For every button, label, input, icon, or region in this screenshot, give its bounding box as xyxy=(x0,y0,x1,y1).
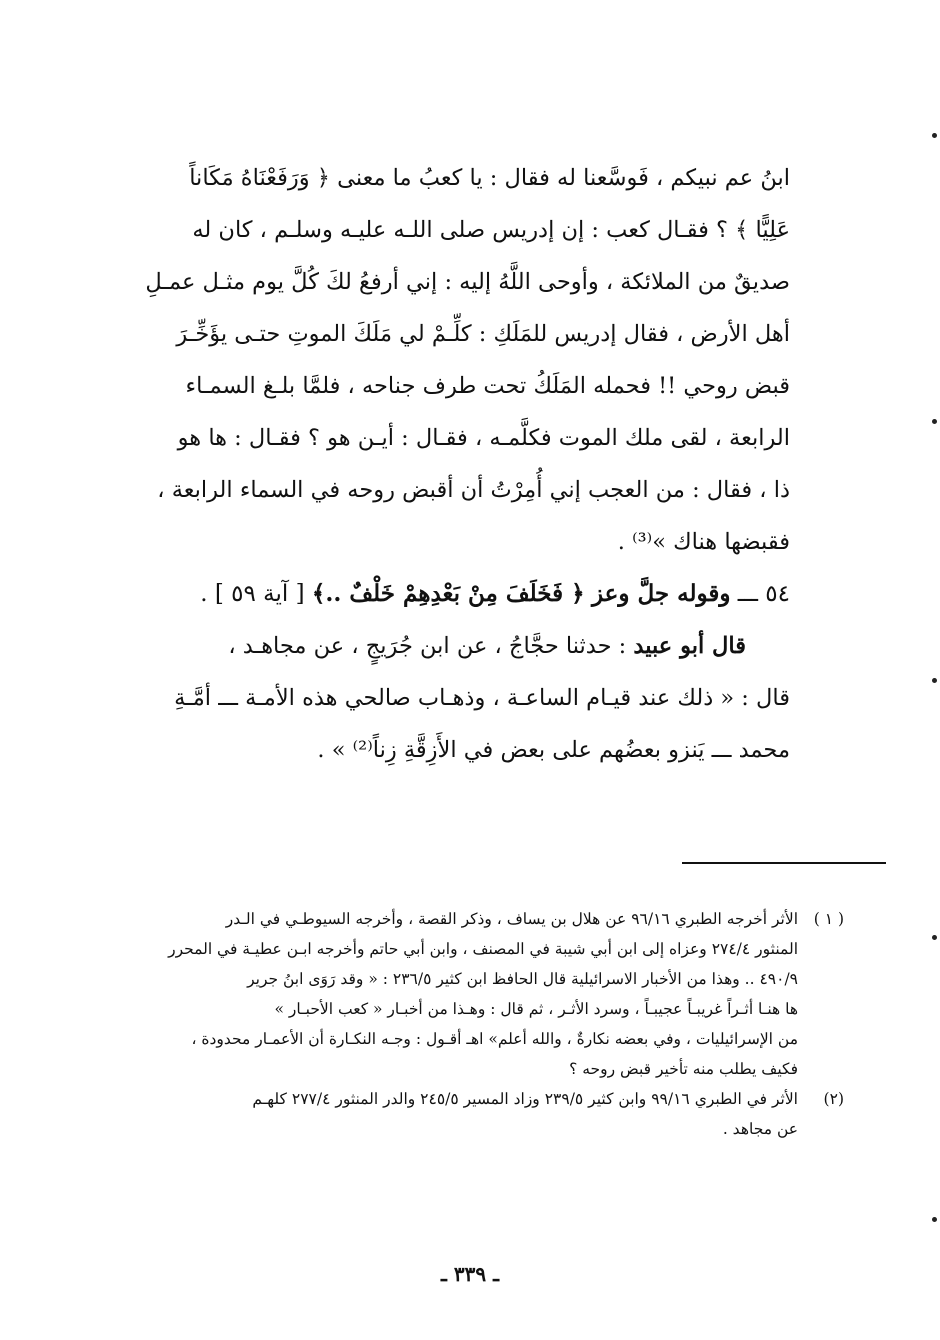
text-line: ذا ، فقال : من العجب إني أُمِرْتُ أن أقبض روحه في السماء الرابعة ، xyxy=(157,477,790,503)
scan-mark xyxy=(932,419,937,424)
footnote-number: (٢) xyxy=(823,1090,844,1108)
footnote-number: ( ١ ) xyxy=(813,910,844,928)
narrator-name: قال أبو عبيد xyxy=(633,633,746,659)
footnote-line xyxy=(104,1084,844,1114)
text-line: أهل الأرض ، فقال إدريس للمَلَكِ : كلِّـمْ لي مَلَكَ الموتِ حتـى يؤَخِّـرَ xyxy=(176,321,790,347)
main-text xyxy=(104,152,790,776)
scan-mark xyxy=(932,935,937,940)
section-heading xyxy=(104,568,790,620)
scan-mark xyxy=(932,678,937,683)
footnote-line: المنثور ٢٧٤/٤ وعزاه إلى ابن أبي شيبة في المصنف ، وابن أبي حاتم وأخرجه ابـن عطيـة في المحرر xyxy=(168,940,798,958)
footnote-text: الأثر أخرجه الطبري ٩٦/١٦ عن هلال بن يساف ، وذكر القصة ، وأخرجه السيوطـي في الـدر xyxy=(225,910,798,928)
footnote-line: ها هنـا أثـراً غريبـاً عجيبـاً ، وسرد الأثـر ، ثم قال : وهـذا من أخبـار « كعب الأحبـار » xyxy=(274,1000,798,1018)
footnotes xyxy=(104,904,844,1144)
text-line: صديقٌ من الملائكة ، وأوحى اللَّهُ إليه : إني أرفعُ لكَ كُلَّ يوم مثـل عمـلِ xyxy=(145,269,790,295)
text-line: ابنُ عم نبيكم ، فَوسَّعنا له فقال : يا كعبُ ما معنى ﴿ وَرَفَعْنَاهُ مَكَاناً xyxy=(189,165,790,191)
footnote-line: ٤٩٠/٩ .. وهذا من الأخبار الاسرائيلية قال الحافظ ابن كثير ٢٣٦/٥ : « وقد رَوَى ابنُ جرير xyxy=(247,970,798,988)
text-line: قال : « ذلك عند قيـام الساعـة ، وذهـاب صالحي هذه الأمـة ـــ أمَّـةِ xyxy=(174,685,790,711)
page-number: ـ ٣٣٩ ـ xyxy=(441,1262,499,1286)
heading-verse: ﴿ فَخَلَفَ مِنْ بَعْدِهِمْ خَلْفٌ ..﴾ xyxy=(311,580,585,607)
heading-title: وقوله جلَّ وعز xyxy=(591,580,731,607)
narration-text: : حدثنا حجَّاجُ ، عن ابن جُرَيجٍ ، عن مجاهـد ، xyxy=(228,633,627,659)
text-line: قبض روحي !! فحمله المَلَكُ تحت طرف جناحه ، فلمَّا بلـغ السمـاء xyxy=(185,373,790,399)
text-line xyxy=(104,620,790,672)
text-line: فقبضها هناك »⁽³⁾ . xyxy=(617,529,790,555)
footnote-line: فكيف يطلب منه تأخير قبض روحه ؟ xyxy=(569,1060,798,1078)
footnote-line xyxy=(104,904,844,934)
scan-mark xyxy=(932,1217,937,1222)
text-line: الرابعة ، لقى ملك الموت فكلَّمـه ، فقـال : أيـن هو ؟ فقـال : ها هو xyxy=(177,425,790,451)
heading-reference: [ آية ٥٩ ] . xyxy=(200,581,305,607)
footnote-separator xyxy=(682,862,886,864)
footnote-line: من الإسرائيليات ، وفي بعضه نكارةٌ ، والله أعلم» اهـ أقـول : وجـه النكـارة أن الأعمـار محدودة ، xyxy=(191,1030,798,1048)
footnote-line: عن مجاهد . xyxy=(722,1120,798,1138)
scan-mark xyxy=(932,133,937,138)
heading-number: ٥٤ ـــ xyxy=(737,581,790,607)
text-line: محمد ـــ يَنزو بعضُهم على بعض في الأَزِقَّةِ زِناً⁽²⁾ » . xyxy=(317,737,790,763)
footnote-text: الأثر في الطبري ٩٩/١٦ وابن كثير ٢٣٩/٥ وزاد المسير ٢٤٥/٥ والدر المنثور ٢٧٧/٤ كلهـم xyxy=(252,1090,798,1108)
text-line: عَلِيًّا ﴾ ؟ فقـال كعب : إن إدريس صلى اللـه عليـه وسلـم ، كان له xyxy=(192,217,790,243)
